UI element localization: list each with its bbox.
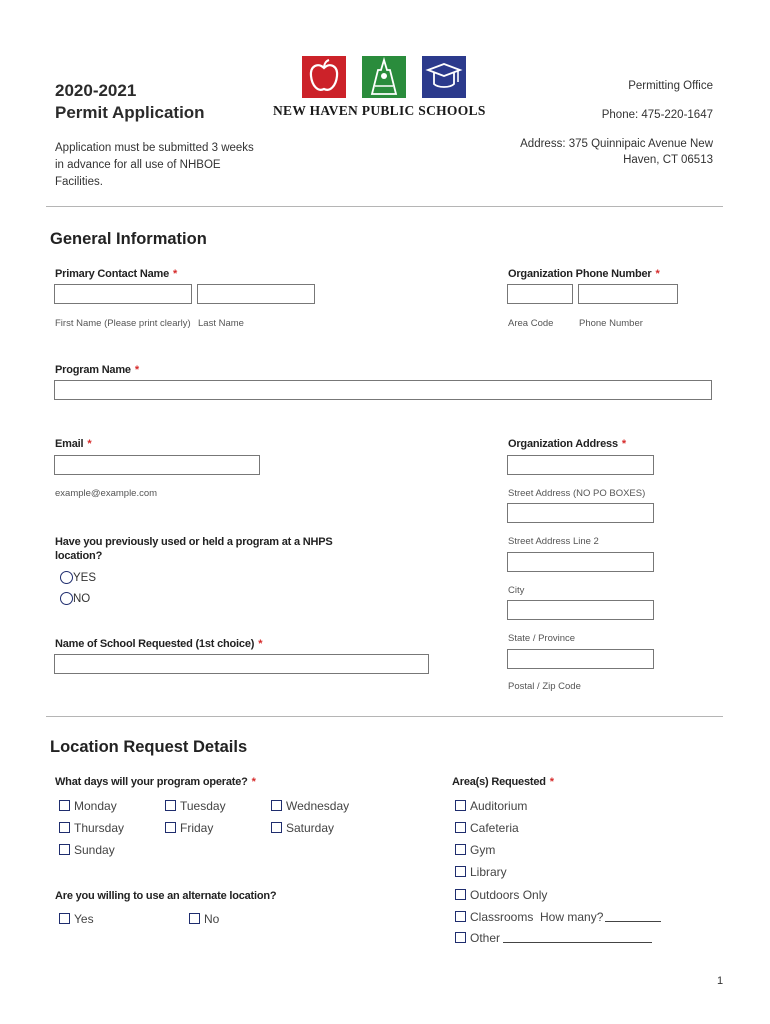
alternate-no-checkbox[interactable] <box>189 913 200 924</box>
zip-sublabel: Postal / Zip Code <box>508 681 581 692</box>
city-sublabel: City <box>508 585 525 596</box>
other-checkbox[interactable] <box>455 932 466 943</box>
area-auditorium[interactable]: Auditorium <box>455 799 527 813</box>
last-name-sublabel: Last Name <box>198 318 244 329</box>
area-cafeteria[interactable]: Cafeteria <box>455 821 519 835</box>
graduation-cap-logo-icon <box>422 56 466 98</box>
section-divider <box>46 716 723 717</box>
cafeteria-checkbox[interactable] <box>455 822 466 833</box>
previous-use-question: Have you previously used or held a program at a NHPS location? <box>55 536 333 562</box>
wednesday-checkbox[interactable] <box>271 800 282 811</box>
area-gym[interactable]: Gym <box>455 843 495 857</box>
area-code-input[interactable] <box>507 284 573 304</box>
area-code-sublabel: Area Code <box>508 318 554 329</box>
state-input[interactable] <box>507 600 654 620</box>
monday-checkbox[interactable] <box>59 800 70 811</box>
street-address-line2-input[interactable] <box>507 503 654 523</box>
thursday-checkbox[interactable] <box>59 822 70 833</box>
contact-name-label: Primary Contact Name * <box>55 268 178 280</box>
email-label: Email * <box>55 438 92 450</box>
saturday-checkbox[interactable] <box>271 822 282 833</box>
sunday-checkbox[interactable] <box>59 844 70 855</box>
tower-logo-icon <box>362 56 406 98</box>
yes-radio[interactable] <box>60 571 73 584</box>
street-address-sublabel: Street Address (NO PO BOXES) <box>508 488 646 499</box>
city-input[interactable] <box>507 552 654 572</box>
form-year: 2020-2021 <box>55 81 137 100</box>
classrooms-count-blank[interactable] <box>605 912 661 922</box>
day-monday[interactable]: Monday <box>59 799 117 813</box>
area-library[interactable]: Library <box>455 865 507 879</box>
library-checkbox[interactable] <box>455 866 466 877</box>
form-title: Permit Application <box>55 103 205 122</box>
office-phone: Phone: 475-220-1647 <box>601 109 713 121</box>
alternate-yes[interactable]: Yes <box>59 912 94 926</box>
area-outdoors[interactable]: Outdoors Only <box>455 888 547 902</box>
state-sublabel: State / Province <box>508 633 576 644</box>
auditorium-checkbox[interactable] <box>455 800 466 811</box>
area-classrooms[interactable]: Classrooms How many? <box>455 910 661 924</box>
day-wednesday[interactable]: Wednesday <box>271 799 349 813</box>
apple-logo-icon <box>302 56 346 98</box>
no-radio[interactable] <box>60 592 73 605</box>
zip-input[interactable] <box>507 649 654 669</box>
alternate-location-label: Are you willing to use an alternate location? <box>55 890 277 902</box>
org-phone-label: Organization Phone Number * <box>508 268 660 280</box>
other-blank[interactable] <box>503 933 652 943</box>
program-name-input[interactable] <box>54 380 712 400</box>
first-name-input[interactable] <box>54 284 192 304</box>
program-name-label: Program Name * <box>55 364 139 376</box>
gym-checkbox[interactable] <box>455 844 466 855</box>
days-label: What days will your program operate? * <box>55 776 256 788</box>
school-requested-input[interactable] <box>54 654 429 674</box>
day-thursday[interactable]: Thursday <box>59 821 124 835</box>
alternate-yes-checkbox[interactable] <box>59 913 70 924</box>
day-saturday[interactable]: Saturday <box>271 821 334 835</box>
alternate-no[interactable]: No <box>189 912 219 926</box>
street-address-line2-sublabel: Street Address Line 2 <box>508 536 599 547</box>
office-name: Permitting Office <box>628 80 713 92</box>
areas-requested-label: Area(s) Requested * <box>452 776 554 788</box>
office-address-line1: Address: 375 Quinnipaic Avenue New <box>520 138 713 150</box>
email-sublabel: example@example.com <box>55 488 158 499</box>
page-number: 1 <box>717 975 724 987</box>
day-tuesday[interactable]: Tuesday <box>165 799 226 813</box>
first-name-sublabel: First Name (Please print clearly) <box>55 318 191 329</box>
school-district-name: NEW HAVEN PUBLIC SCHOOLS <box>273 103 486 118</box>
general-info-heading: General Information <box>50 230 207 248</box>
previous-use-no-option[interactable]: NO <box>60 592 90 605</box>
day-friday[interactable]: Friday <box>165 821 213 835</box>
location-heading: Location Request Details <box>50 738 248 756</box>
submission-note: Application must be submitted 3 weeks in advance for all use of NHBOE Facilities. <box>55 142 254 188</box>
previous-use-yes-option[interactable]: YES <box>60 571 96 584</box>
classrooms-checkbox[interactable] <box>455 911 466 922</box>
phone-number-input[interactable] <box>578 284 678 304</box>
header-divider <box>46 206 723 207</box>
friday-checkbox[interactable] <box>165 822 176 833</box>
email-input[interactable] <box>54 455 260 475</box>
day-sunday[interactable]: Sunday <box>59 843 115 857</box>
street-address-input[interactable] <box>507 455 654 475</box>
org-address-label: Organization Address * <box>508 438 626 450</box>
school-requested-label: Name of School Requested (1st choice) * <box>55 638 263 650</box>
phone-number-sublabel: Phone Number <box>579 318 643 329</box>
last-name-input[interactable] <box>197 284 315 304</box>
office-address-line2: Haven, CT 06513 <box>623 154 713 166</box>
outdoors-checkbox[interactable] <box>455 889 466 900</box>
area-other[interactable]: Other <box>455 931 652 945</box>
tuesday-checkbox[interactable] <box>165 800 176 811</box>
